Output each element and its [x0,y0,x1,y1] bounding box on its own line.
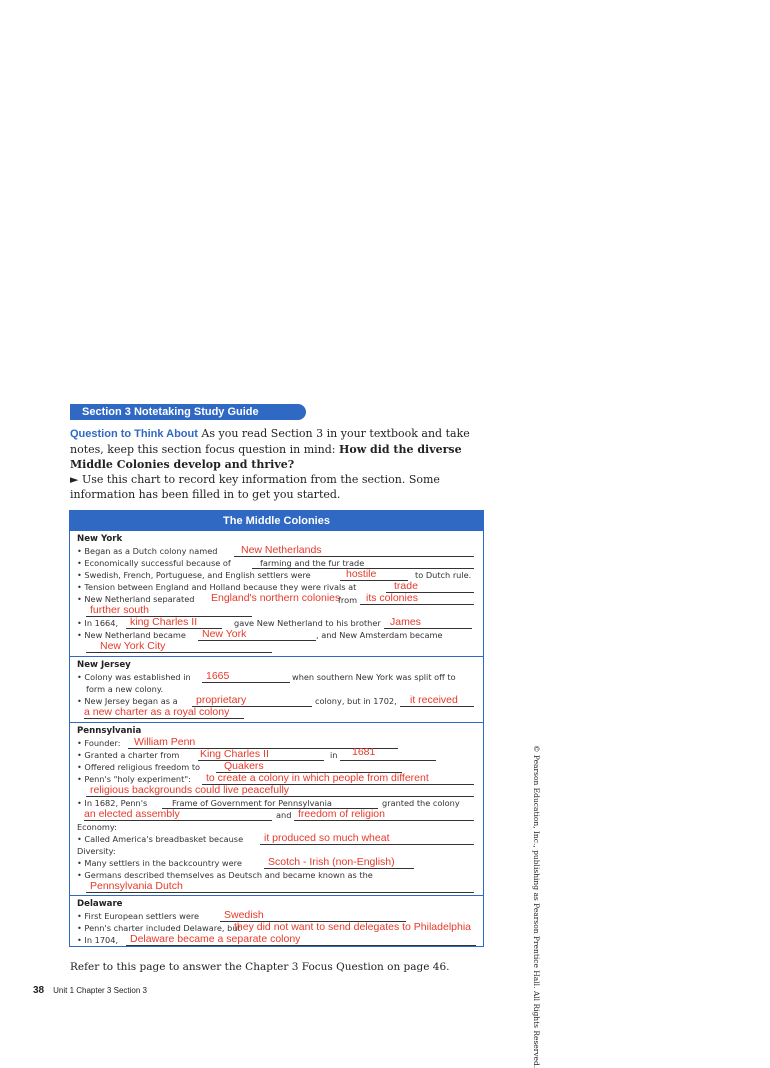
footer-text: Unit 1 Chapter 3 Section 3 [53,986,147,995]
nj-bullet-2: • New Jersey began as a [77,696,178,706]
ny-answer-5b: its colonies [366,592,418,604]
ny-line-7b [86,652,272,653]
ny-line-5 [360,604,474,605]
question-label: Question to Think About [70,428,198,440]
nj-answer-2a: proprietary [196,694,247,706]
de-bullet-1: • First European settlers were [77,911,200,921]
pa-bullet-2-mid: in [330,750,338,760]
pa-and: and [276,810,292,820]
de-answer-3: Delaware became a separate colony [130,933,301,945]
ny-answer-6a: king Charles II [130,616,198,628]
ny-answer-3: hostile [346,568,377,580]
middle-colonies-chart [69,510,484,947]
nj-line-2b [400,706,474,707]
ny-printed-2: farming and the fur trade [260,558,365,568]
pa-answer-4b: religious backgrounds could live peacefully [90,784,290,796]
de-line-3 [126,945,476,946]
ny-answer-4: trade [394,580,418,592]
pa-line-6 [260,844,474,845]
ny-line-6b [384,628,472,629]
ny-bullet-7-mid: , and New Amsterdam became [316,630,443,640]
pa-printed-5: Frame of Government for Pennsylvania [172,798,332,808]
nj-bullet-1: • Colony was established in [77,672,191,682]
nj-answer-1: 1665 [206,670,230,682]
ny-answer-7b: New York City [100,640,166,652]
pa-answer-5b: freedom of religion [298,808,385,820]
nj-bullet-2-mid: colony, but in 1702, [315,696,397,706]
pa-bullet-7: • Many settlers in the backcountry were [77,858,242,868]
nj-bullet-1-cont: form a new colony. [86,684,164,694]
divider-pa [70,895,483,896]
pa-answer-2a: King Charles II [200,748,269,760]
pa-line-8 [86,892,474,893]
pa-bullet-6: • Called America's breadbasket because [77,834,244,844]
pa-answer-3: Quakers [224,760,264,772]
new-jersey-heading: New Jersey [77,660,131,670]
de-bullet-3: • In 1704, [77,935,119,945]
ny-bullet-7: • New Netherland became [77,630,186,640]
de-bullet-2: • Penn's charter included Delaware, but [77,923,241,933]
ny-bullet-1: • Began as a Dutch colony named [77,546,218,556]
ny-bullet-5-mid: from [338,595,358,605]
ny-answer-1: New Netherlands [241,544,322,556]
nj-line-2c [84,718,244,719]
nj-bullet-1-end: when southern New York was split off to [292,672,456,682]
pa-diversity-label: Diversity: [77,846,116,856]
section-banner: Section 3 Notetaking Study Guide [70,404,306,420]
pa-answer-7: Scotch - Irish (non-English) [268,856,395,868]
ny-bullet-3-end: to Dutch rule. [415,570,472,580]
pa-answer-8: Pennsylvania Dutch [90,880,183,892]
pa-answer-5a: an elected assembly [84,808,180,820]
ny-bullet-6-mid: gave New Netherland to his brother [234,618,381,628]
divider-nj [70,722,483,723]
pa-bullet-3: • Offered religious freedom to [77,762,201,772]
pa-bullet-5: • In 1682, Penn's [77,798,148,808]
pa-bullet-8: • Germans described themselves as Deutsch and became known as the [77,870,373,880]
ny-bullet-3: • Swedish, French, Portuguese, and English settlers were [77,570,311,580]
pa-bullet-1: • Founder: [77,738,121,748]
nj-answer-2b: it received [410,694,458,706]
nj-line-1 [202,682,290,683]
ny-answer-7a: New York [202,628,247,640]
instruction-text: ► Use this chart to record key information from the section. Some information has been filled in to get you started. [70,473,440,501]
ny-line-1 [234,556,474,557]
page-number: 38 [33,985,45,996]
pa-bullet-4: • Penn's "holy experiment": [77,774,191,784]
pa-answer-4a: to create a colony in which people from different [206,772,429,784]
pa-bullet-5-end: granted the colony [382,798,460,808]
pennsylvania-heading: Pennsylvania [77,726,142,736]
pa-answer-2b: 1681 [352,746,376,758]
focus-question [70,426,480,472]
pa-line-4b [86,796,474,797]
pa-answer-1: William Penn [134,736,196,748]
nj-answer-2c: a new charter as a royal colony [84,706,230,718]
ny-answer-6b: James [390,616,421,628]
pa-answer-6: it produced so much wheat [264,832,390,844]
pa-line-5a [84,820,272,821]
delaware-heading: Delaware [77,899,123,909]
page-footer [33,985,147,996]
pa-line-5b [294,820,474,821]
copyright-notice: © Pearson Education, Inc., publishing as Pearson Prentice Hall. All Rights Reserved. [532,745,541,1068]
new-york-heading: New York [77,534,123,544]
ny-line-7a [198,640,316,641]
chart-title: The Middle Colonies [70,511,483,531]
pa-line-2b [340,760,436,761]
ny-bullet-2: • Economically successful because of [77,558,231,568]
ny-bullet-6: • In 1664, [77,618,119,628]
pa-line-7 [264,868,414,869]
divider-ny [70,656,483,657]
de-answer-1: Swedish [224,909,264,921]
pa-bullet-2: • Granted a charter from [77,750,180,760]
de-answer-2: they did not want to send delegates to Philadelphia [234,921,472,933]
ny-bullet-5: • New Netherland separated [77,594,195,604]
refer-note: Refer to this page to answer the Chapter 3 Focus Question on page 46. [70,961,450,973]
ny-bullet-4: • Tension between England and Holland because they were rivals at [77,582,357,592]
ny-answer-5a: England's northern colonies [211,592,341,604]
question-text: As you read Section 3 in your textbook and take notes, keep this section focus question in mind: [70,427,470,456]
pa-economy-label: Economy: [77,822,117,832]
question-bold: How did the diverse Middle Colonies develop and thrive? [70,443,462,471]
ny-answer-5c: further south [90,604,149,616]
